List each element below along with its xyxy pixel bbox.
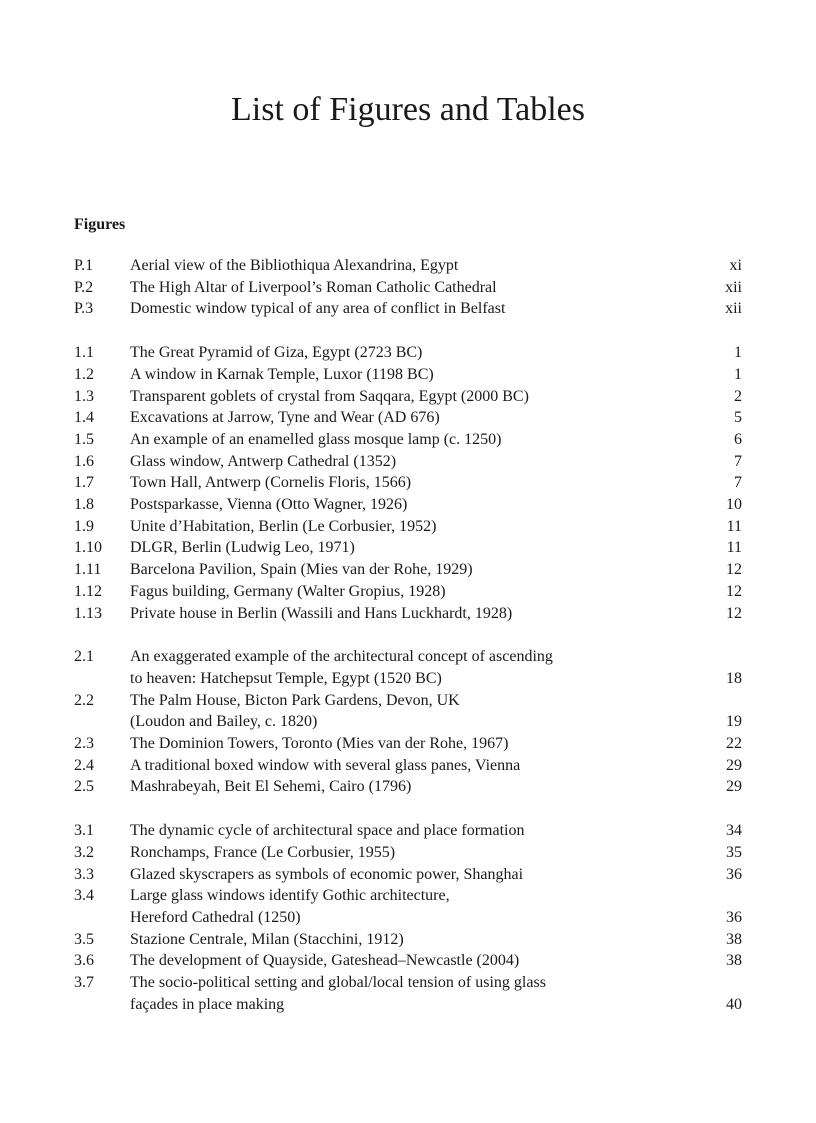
- figure-number: 2.3: [74, 735, 94, 753]
- figure-caption-line: DLGR, Berlin (Ludwig Leo, 1971): [130, 539, 355, 557]
- figure-number: 2.5: [74, 778, 94, 796]
- figure-entry: [74, 516, 742, 538]
- figure-number: 3.5: [74, 930, 94, 948]
- figure-number: 1.1: [74, 344, 94, 362]
- figure-number: 1.5: [74, 430, 94, 448]
- figure-page-number: xi: [729, 257, 742, 274]
- figure-caption: [130, 451, 672, 473]
- figure-page-number: 12: [726, 561, 742, 579]
- figure-entry: [74, 277, 742, 299]
- figure-page-number: xii: [725, 278, 742, 296]
- figure-entry: [74, 342, 742, 364]
- figure-page-number: 12: [726, 604, 742, 622]
- figure-caption: [130, 972, 672, 1015]
- figure-entry: [74, 690, 742, 733]
- figure-caption-line: to heaven: Hatchepsut Temple, Egypt (1520 BC): [130, 669, 442, 687]
- figure-group: [74, 255, 742, 320]
- figure-caption: [130, 929, 672, 951]
- figure-caption: [130, 581, 672, 603]
- figure-caption-line: The dynamic cycle of architectural space and place formation: [130, 822, 525, 840]
- figure-caption-line: A traditional boxed window with several glass panes, Vienna: [130, 756, 521, 774]
- figure-caption-line: (Loudon and Bailey, c. 1820): [130, 713, 318, 731]
- figure-caption-line: Ronchamps, France (Le Corbusier, 1955): [130, 843, 396, 861]
- figure-caption-line: An exaggerated example of the architectural concept of ascending: [130, 648, 553, 666]
- figure-entry: [74, 472, 742, 494]
- figure-page-number: 19: [726, 713, 742, 731]
- figure-number: 2.4: [74, 756, 94, 774]
- figure-page-number: 12: [726, 582, 742, 600]
- figure-caption-line: Hereford Cathedral (1250): [130, 908, 301, 926]
- figure-entry: [74, 407, 742, 429]
- figure-number: 2.1: [74, 648, 94, 666]
- figure-number: 1.7: [74, 474, 94, 492]
- figure-page-number: 29: [726, 778, 742, 796]
- figure-entry: [74, 429, 742, 451]
- figure-entry: [74, 581, 742, 603]
- figure-entry: [74, 603, 742, 625]
- figure-entry: [74, 494, 742, 516]
- figure-page-number: xii: [725, 300, 742, 318]
- figure-page-number: 22: [726, 735, 742, 753]
- figure-caption: [130, 407, 672, 429]
- figure-page-number: 2: [734, 387, 742, 405]
- figure-caption: [130, 342, 672, 364]
- figure-number: 3.7: [74, 974, 94, 992]
- figure-entry: [74, 364, 742, 386]
- figure-entry: [74, 776, 742, 798]
- figure-number: P.3: [74, 300, 94, 318]
- figure-caption-line: The socio-political setting and global/local tension of using glass: [130, 974, 546, 992]
- figure-caption-line: Domestic window typical of any area of conflict in Belfast: [130, 300, 506, 318]
- figure-caption-line: Transparent goblets of crystal from Saqqara, Egypt (2000 BC): [130, 387, 529, 405]
- figure-entry: [74, 972, 742, 1015]
- figure-entry: [74, 755, 742, 777]
- figure-caption: [130, 255, 672, 277]
- figure-caption-line: The Great Pyramid of Giza, Egypt (2723 BC): [130, 344, 423, 362]
- figure-number: 3.2: [74, 843, 94, 861]
- figure-page-number: 1: [734, 344, 742, 362]
- figure-entry: [74, 842, 742, 864]
- figure-entry: [74, 386, 742, 408]
- figure-entry: [74, 646, 742, 689]
- figure-page-number: 34: [726, 822, 742, 840]
- figure-caption: [130, 386, 672, 408]
- figure-caption-line: Postsparkasse, Vienna (Otto Wagner, 1926): [130, 496, 408, 514]
- figure-caption: [130, 516, 672, 538]
- figure-page-number: 38: [726, 930, 742, 948]
- figure-caption-line: Large glass windows identify Gothic architecture,: [130, 887, 450, 905]
- figure-caption-line: Glass window, Antwerp Cathedral (1352): [130, 452, 397, 470]
- figure-page-number: 6: [734, 430, 742, 448]
- figure-page-number: 11: [726, 539, 742, 557]
- figure-entry: [74, 298, 742, 320]
- figure-number: 3.4: [74, 887, 94, 905]
- figure-caption: [130, 277, 672, 299]
- figure-page-number: 36: [726, 865, 742, 883]
- figure-caption: [130, 646, 672, 689]
- figure-number: 1.2: [74, 365, 94, 383]
- figure-caption-line: Unite d’Habitation, Berlin (Le Corbusier, 1952): [130, 517, 437, 535]
- figure-caption: [130, 472, 672, 494]
- figure-entry: [74, 537, 742, 559]
- figure-number: 1.10: [74, 539, 102, 557]
- figure-number: P.1: [74, 257, 94, 274]
- figure-caption-line: The Dominion Towers, Toronto (Mies van der Rohe, 1967): [130, 735, 509, 753]
- figure-page-number: 10: [726, 496, 742, 514]
- figure-caption-line: The development of Quayside, Gateshead–Newcastle (2004): [130, 952, 520, 970]
- figure-entry: [74, 733, 742, 755]
- figure-number: 3.3: [74, 865, 94, 883]
- figure-group: [74, 646, 742, 798]
- section-heading-figures: Figures: [74, 216, 126, 233]
- figure-page-number: 40: [726, 995, 742, 1013]
- figure-caption: [130, 842, 672, 864]
- figure-caption-line: An example of an enamelled glass mosque lamp (c. 1250): [130, 430, 502, 448]
- figure-number: 1.3: [74, 387, 94, 405]
- figure-list: [74, 255, 742, 1038]
- figure-caption-line: The High Altar of Liverpool’s Roman Catholic Cathedral: [130, 278, 497, 296]
- figure-caption: [130, 755, 672, 777]
- figure-number: 1.8: [74, 496, 94, 514]
- figure-page-number: 5: [734, 409, 742, 427]
- figure-page-number: 1: [734, 365, 742, 383]
- figure-page-number: 29: [726, 756, 742, 774]
- figure-page-number: 38: [726, 952, 742, 970]
- figure-entry: [74, 929, 742, 951]
- figure-number: 2.2: [74, 691, 94, 709]
- figure-page-number: 11: [726, 517, 742, 535]
- figure-number: 1.12: [74, 582, 102, 600]
- figure-caption-line: Aerial view of the Bibliothiqua Alexandrina, Egypt: [130, 257, 459, 274]
- figure-caption: [130, 733, 672, 755]
- figure-caption-line: Private house in Berlin (Wassili and Hans Luckhardt, 1928): [130, 604, 513, 622]
- figure-entry: [74, 885, 742, 928]
- figure-caption-line: Fagus building, Germany (Walter Gropius, 1928): [130, 582, 446, 600]
- figure-caption-line: A window in Karnak Temple, Luxor (1198 BC): [130, 365, 434, 383]
- figure-entry: [74, 820, 742, 842]
- figure-caption: [130, 364, 672, 386]
- figure-caption-line: Barcelona Pavilion, Spain (Mies van der Rohe, 1929): [130, 561, 473, 579]
- figure-caption: [130, 603, 672, 625]
- figure-caption: [130, 864, 672, 886]
- figure-caption: [130, 559, 672, 581]
- figure-entry: [74, 451, 742, 473]
- figure-page-number: 36: [726, 908, 742, 926]
- figure-page-number: 35: [726, 843, 742, 861]
- figure-group: [74, 342, 742, 624]
- figure-caption: [130, 429, 672, 451]
- figure-entry: [74, 255, 742, 277]
- figure-number: P.2: [74, 278, 94, 296]
- figure-caption: [130, 690, 672, 733]
- figure-number: 3.1: [74, 822, 94, 840]
- figure-group: [74, 820, 742, 1015]
- figure-number: 1.13: [74, 604, 102, 622]
- figure-entry: [74, 559, 742, 581]
- page-title: List of Figures and Tables: [231, 91, 585, 128]
- figure-entry: [74, 950, 742, 972]
- figure-caption-line: Excavations at Jarrow, Tyne and Wear (AD 676): [130, 409, 440, 427]
- figure-caption: [130, 820, 672, 842]
- figure-caption: [130, 298, 672, 320]
- figure-number: 1.4: [74, 409, 94, 427]
- figure-caption-line: Stazione Centrale, Milan (Stacchini, 1912): [130, 930, 404, 948]
- figure-caption: [130, 494, 672, 516]
- figure-number: 1.11: [74, 561, 102, 579]
- figure-caption-line: façades in place making: [130, 995, 285, 1013]
- figure-caption-line: Town Hall, Antwerp (Cornelis Floris, 1566): [130, 474, 412, 492]
- figure-page-number: 18: [726, 669, 742, 687]
- figure-page-number: 7: [734, 452, 742, 470]
- figure-caption-line: Glazed skyscrapers as symbols of economic power, Shanghai: [130, 865, 524, 883]
- figure-caption-line: The Palm House, Bicton Park Gardens, Devon, UK: [130, 691, 460, 709]
- figure-number: 1.9: [74, 517, 94, 535]
- figure-caption: [130, 776, 672, 798]
- figure-caption: [130, 537, 672, 559]
- figure-number: 3.6: [74, 952, 94, 970]
- figure-caption-line: Mashrabeyah, Beit El Sehemi, Cairo (1796): [130, 778, 412, 796]
- figure-entry: [74, 864, 742, 886]
- figure-caption: [130, 885, 672, 928]
- figure-number: 1.6: [74, 452, 94, 470]
- figure-page-number: 7: [734, 474, 742, 492]
- figure-caption: [130, 950, 672, 972]
